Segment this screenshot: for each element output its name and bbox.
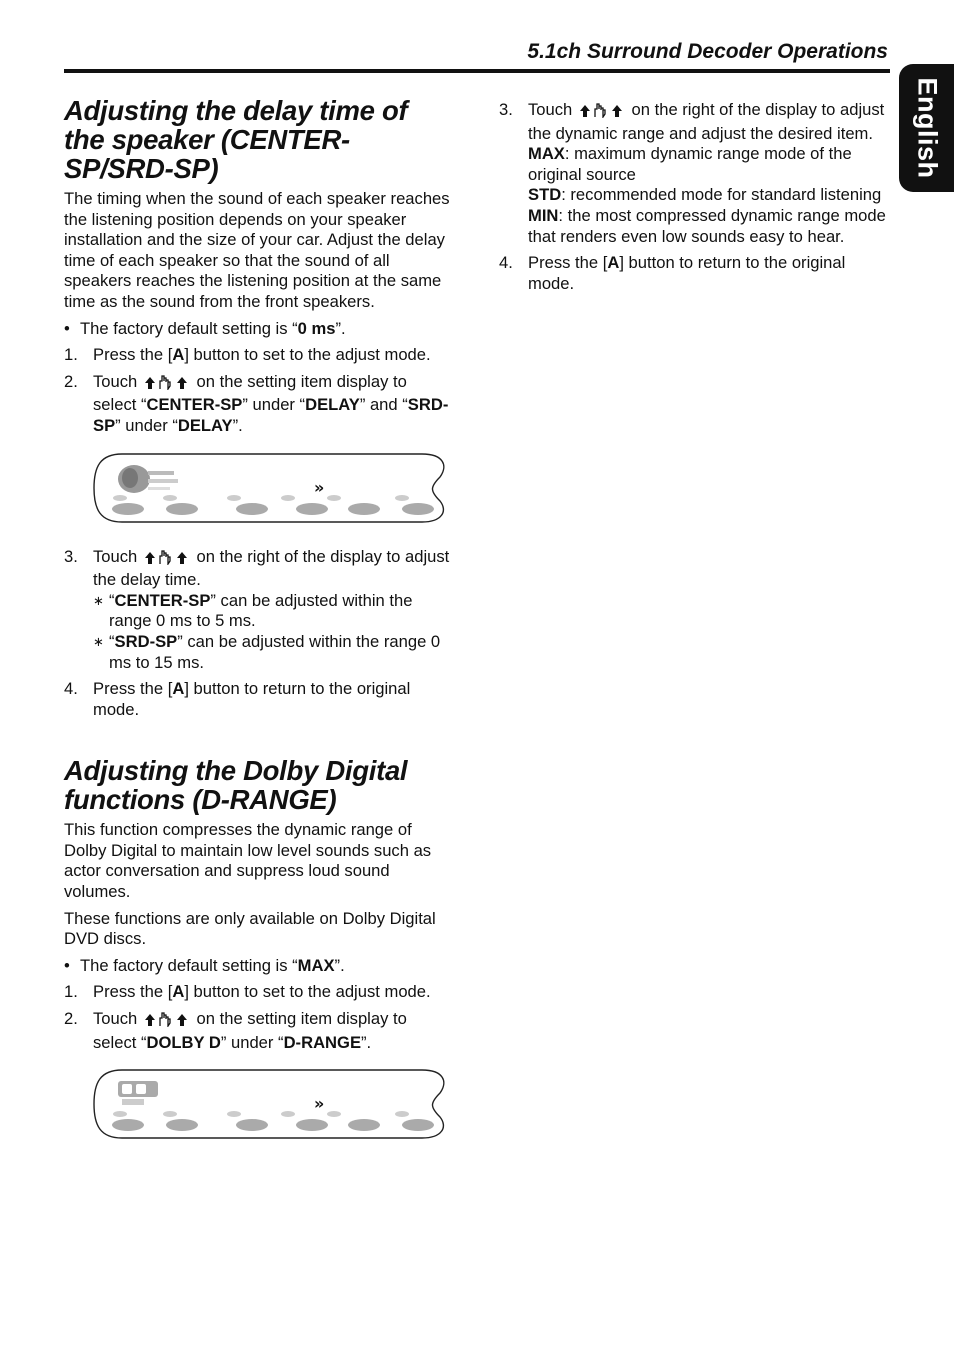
display-segment-small <box>163 495 177 501</box>
touch-arrows-icon <box>579 102 625 124</box>
display-segment-small <box>227 1111 241 1117</box>
display-segment-small <box>281 495 295 501</box>
display-segment-small <box>113 1111 127 1117</box>
touch-arrows-icon <box>144 374 190 396</box>
display-segment-small <box>113 495 127 501</box>
left-column <box>64 96 454 1163</box>
section2-step-3: 3. Touch on the right of the display to adjust the dynamic range and adjust the desired item. MAX: maximum dynamic range mode of the original source STD: recommended mode for standard listening MIN: the most compressed dynamic range mode that renders even low sounds easy to hear. <box>499 100 891 247</box>
section1-step-4: 4. Press the [A] button to return to the original mode. <box>64 679 411 719</box>
section1-step-1: 1. Press the [A] button to set to the adjust mode. <box>64 345 431 365</box>
next-indicator: » <box>314 477 325 497</box>
display-segment-small <box>227 495 241 501</box>
display-segment-small <box>281 1111 295 1117</box>
page-header-title: 5.1ch Surround Decoder Operations <box>527 40 888 63</box>
touch-arrows-icon <box>144 549 190 571</box>
display-segment-large <box>112 1119 144 1131</box>
section1-step-3: 3. Touch on the right of the display to adjust the delay time. ∗ “CENTER-SP” can be adjusted within the range 0 ms to 5 ms. ∗ “SRD-SP” can be adjusted within the range 0 ms to 15 ms. <box>64 547 454 674</box>
display-panel-svg <box>92 1067 448 1141</box>
display-segment-small <box>327 495 341 501</box>
right-column <box>499 100 891 300</box>
section1-default-note: • The factory default setting is “0 ms”. <box>64 318 346 338</box>
language-tab-label: English <box>912 77 942 179</box>
header-rule <box>64 69 890 73</box>
display-segment-large <box>402 503 434 515</box>
language-tab <box>899 64 954 192</box>
display-illustration-delay <box>92 451 448 525</box>
display-segment-large <box>296 503 328 515</box>
section2-default-note: • The factory default setting is “MAX”. <box>64 955 345 975</box>
section1-step-2: 2. Touch on the setting item display to select “CENTER-SP” under “DELAY” and “SRD-SP” under “DELAY”. <box>64 371 449 435</box>
display-panel-svg <box>92 451 448 525</box>
display-segment-small <box>395 495 409 501</box>
mode-min: MIN: the most compressed dynamic range mode that renders even low sounds easy to hear. <box>528 205 886 246</box>
section1-title: Adjusting the delay time of the speaker (CENTER-SP/SRD-SP) <box>64 95 408 184</box>
display-segment-large <box>402 1119 434 1131</box>
display-segment-large <box>112 503 144 515</box>
display-illustration-drange <box>92 1067 448 1141</box>
display-segment-small <box>163 1111 177 1117</box>
section2-step-4: 4. Press the [A] button to return to the original mode. <box>499 253 846 293</box>
section1-intro: The timing when the sound of each speaker reaches the listening position depends on your speaker installation and the size of your car. Adjust the delay time of each speaker so that the sound of all speakers reaches the listening position at the same time as the sound from the front speakers. <box>64 189 450 311</box>
section2-intro-2: These functions are only available on Dolby Digital DVD discs. <box>64 908 436 949</box>
section2-intro-1: This function compresses the dynamic range of Dolby Digital to maintain low level sounds such as actor conversation and suppress loud sound volumes. <box>64 820 432 902</box>
note-srd-sp: ∗ “SRD-SP” can be adjusted within the range 0 ms to 15 ms. <box>93 631 441 672</box>
section2-step-1: 1. Press the [A] button to set to the adjust mode. <box>64 982 431 1002</box>
display-segment-large <box>236 503 268 515</box>
mode-std: STD: recommended mode for standard listening <box>528 185 882 205</box>
display-segment-small <box>327 1111 341 1117</box>
display-segment-large <box>236 1119 268 1131</box>
display-segment-large <box>166 1119 198 1131</box>
mode-max: MAX: maximum dynamic range mode of the original source <box>528 144 852 184</box>
display-segment-large <box>348 503 380 515</box>
display-segment-large <box>166 503 198 515</box>
display-segment-small <box>395 1111 409 1117</box>
note-center-sp: ∗ “CENTER-SP” can be adjusted within the range 0 ms to 5 ms. <box>93 590 413 631</box>
section2-step-2: 2. Touch on the setting item display to select “DOLBY D” under “D-RANGE”. <box>64 1009 407 1052</box>
section2-title: Adjusting the Dolby Digital functions (D-RANGE) <box>64 755 408 816</box>
next-indicator: » <box>314 1094 325 1114</box>
display-segment-large <box>296 1119 328 1131</box>
touch-arrows-icon <box>144 1011 190 1033</box>
display-segment-large <box>348 1119 380 1131</box>
